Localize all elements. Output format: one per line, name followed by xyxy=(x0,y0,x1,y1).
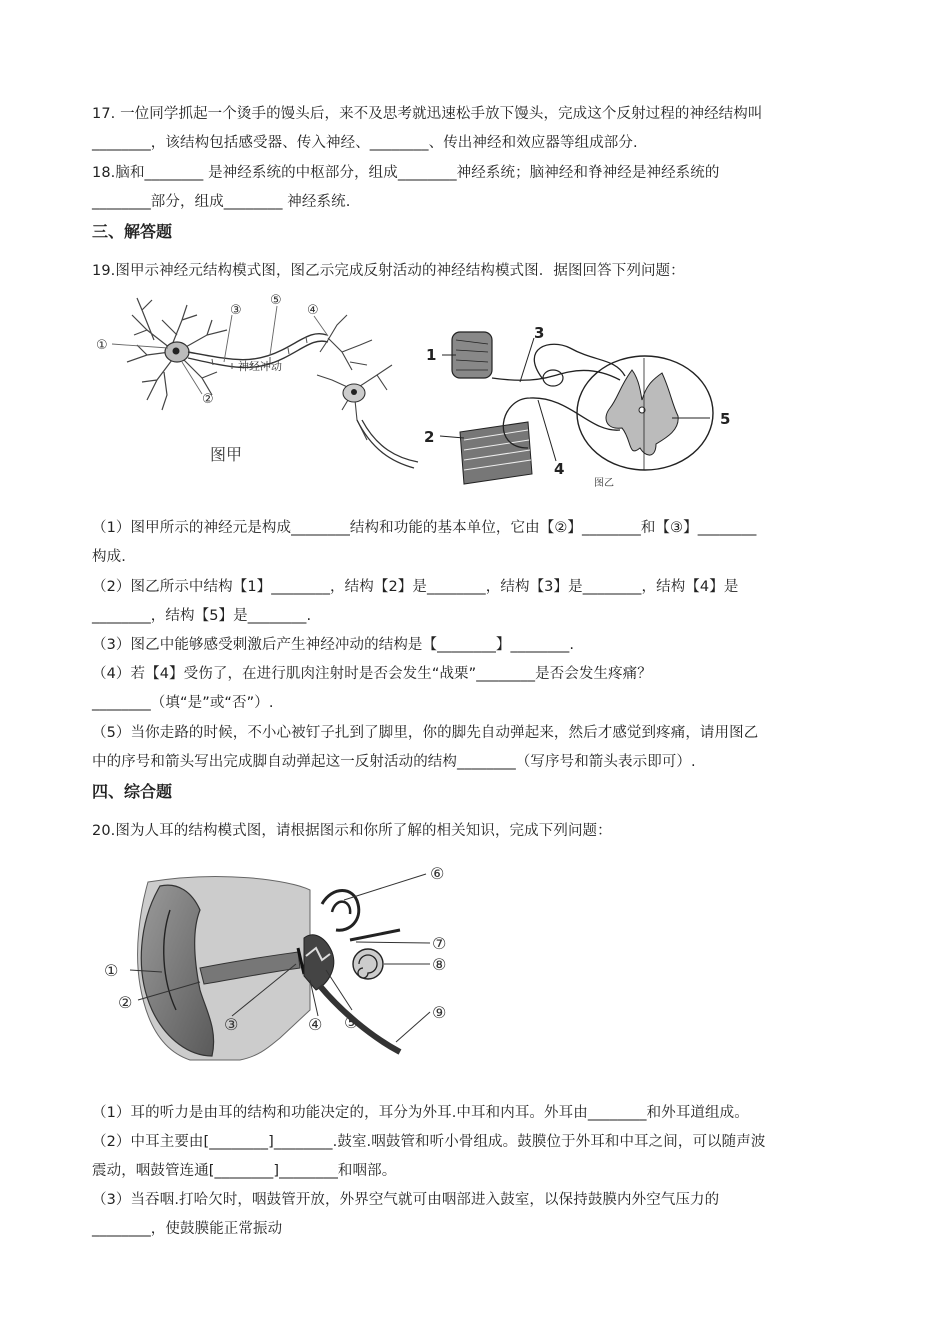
q19-part2-line2: ________，结构【5】是________. xyxy=(92,608,312,624)
q19-part4-line2: ________（填“是”或“否”）. xyxy=(92,695,274,711)
eustachian-tube-shape xyxy=(320,986,400,1052)
semicircular-canals-shape xyxy=(322,891,359,931)
figure-b-caption: 图乙 xyxy=(594,478,614,489)
ear-marker-3: ③ xyxy=(224,1015,239,1034)
reflex-arc-diagram xyxy=(420,318,750,493)
q20-part3-line1: （3）当吞咽.打哈欠时，咽鼓管开放，外界空气就可由咽部进入鼓室，以保持鼓膜内外空气压力的 xyxy=(92,1192,720,1208)
q19-part1-line1: （1）图甲所示的神经元是构成________结构和功能的基本单位，它由【②】________和【③】________ xyxy=(92,520,757,536)
receptor-skin-shape xyxy=(452,332,492,378)
reflex-number-4: 4 xyxy=(554,460,565,478)
ear-marker-4: ④ xyxy=(308,1015,323,1034)
second-nucleus xyxy=(351,389,357,395)
q19-part2-line1: （2）图乙所示中结构【1】________，结构【2】是________，结构【3】是________，结构【4】是 xyxy=(92,579,739,595)
tympanic-cavity-shape xyxy=(304,935,334,990)
ear-marker-8: ⑧ xyxy=(432,955,447,974)
q18-line1: 18.脑和________ 是神经系统的中枢部分，组成________神经系统；脑神经和脊神经是神经系统的 xyxy=(92,165,720,181)
marker-2: ② xyxy=(202,392,214,407)
q20-part3-line2: ________，使鼓膜能正常振动 xyxy=(92,1221,283,1237)
ear-marker-7: ⑦ xyxy=(432,934,447,953)
section4-title: 四、综合题 xyxy=(92,782,173,801)
nucleus-shape xyxy=(173,348,180,355)
q20-stem: 20.图为人耳的结构模式图，请根据图示和你所了解的相关知识，完成下列问题： xyxy=(92,823,612,839)
ear-marker-2: ② xyxy=(118,993,133,1012)
q18-line2: ________部分，组成________ 神经系统. xyxy=(92,194,351,210)
ear-diagram xyxy=(100,860,460,1070)
q19-part3: （3）图乙中能够感受刺激后产生神经冲动的结构是【________】________. xyxy=(92,637,575,653)
marker-1: ① xyxy=(96,338,108,353)
q20-part1: （1）耳的听力是由耳的结构和功能决定的，耳分为外耳.中耳和内耳。外耳由________和外耳道组成。 xyxy=(92,1105,749,1121)
second-neuron-branches xyxy=(317,315,392,440)
q19-stem: 19.图甲示神经元结构模式图，图乙示完成反射活动的神经结构模式图．据图回答下列问题： xyxy=(92,263,685,279)
q20-part2-line1: （2）中耳主要由[________]________.鼓室.咽鼓管和听小骨组成。鼓膜位于外耳和中耳之间，可以随声波 xyxy=(92,1134,766,1150)
ear-marker-9: ⑨ xyxy=(432,1003,447,1022)
neuron-diagram xyxy=(92,290,422,485)
q20-part2-line2: 震动，咽鼓管连通[________]________和咽部。 xyxy=(92,1163,397,1179)
neuron-markers xyxy=(96,293,319,407)
marker-4: ④ xyxy=(307,303,319,318)
q19-part5-line1: （5）当你走路的时候，不小心被钉子扎到了脚里，你的脚先自动弹起来，然后才感觉到疼痛，请用图乙 xyxy=(92,725,759,741)
q17-line1: 17. 一位同学抓起一个烫手的馒头后，来不及思考就迅速松手放下馒头，完成这个反射过程的神经结构叫 xyxy=(92,106,763,122)
figure-a-caption: 图甲 xyxy=(210,445,243,464)
q19-part4-line1: （4）若【4】受伤了，在进行肌肉注射时是否会发生“战栗”________是否会发生疼痛？ xyxy=(92,666,652,682)
reflex-number-1: 1 xyxy=(426,346,437,364)
reflex-number-2: 2 xyxy=(424,428,435,446)
auditory-nerve-shape xyxy=(350,930,400,940)
reflex-number-5: 5 xyxy=(720,410,731,428)
ear-marker-5: ⑤ xyxy=(344,1013,359,1032)
semicircular-canal-inner xyxy=(332,902,350,914)
q19-part5-line2: 中的序号和箭头写出完成脚自动弹起这一反射活动的结构________（写序号和箭头表示即可）. xyxy=(92,754,696,770)
ear-marker-1: ① xyxy=(104,961,119,980)
q19-part1-line2: 构成. xyxy=(92,549,126,565)
leader-lines xyxy=(112,306,328,394)
nerve-impulse-label: 神经冲动 xyxy=(238,360,282,373)
marker-3: ③ xyxy=(230,303,242,318)
ear-marker-6: ⑥ xyxy=(430,864,445,883)
section3-title: 三、解答题 xyxy=(92,222,173,241)
reflex-number-3: 3 xyxy=(534,324,545,342)
q17-line2: ________，该结构包括感受器、传入神经、________、传出神经和效应器等组成部分. xyxy=(92,135,638,151)
marker-5: ⑤ xyxy=(270,293,282,308)
